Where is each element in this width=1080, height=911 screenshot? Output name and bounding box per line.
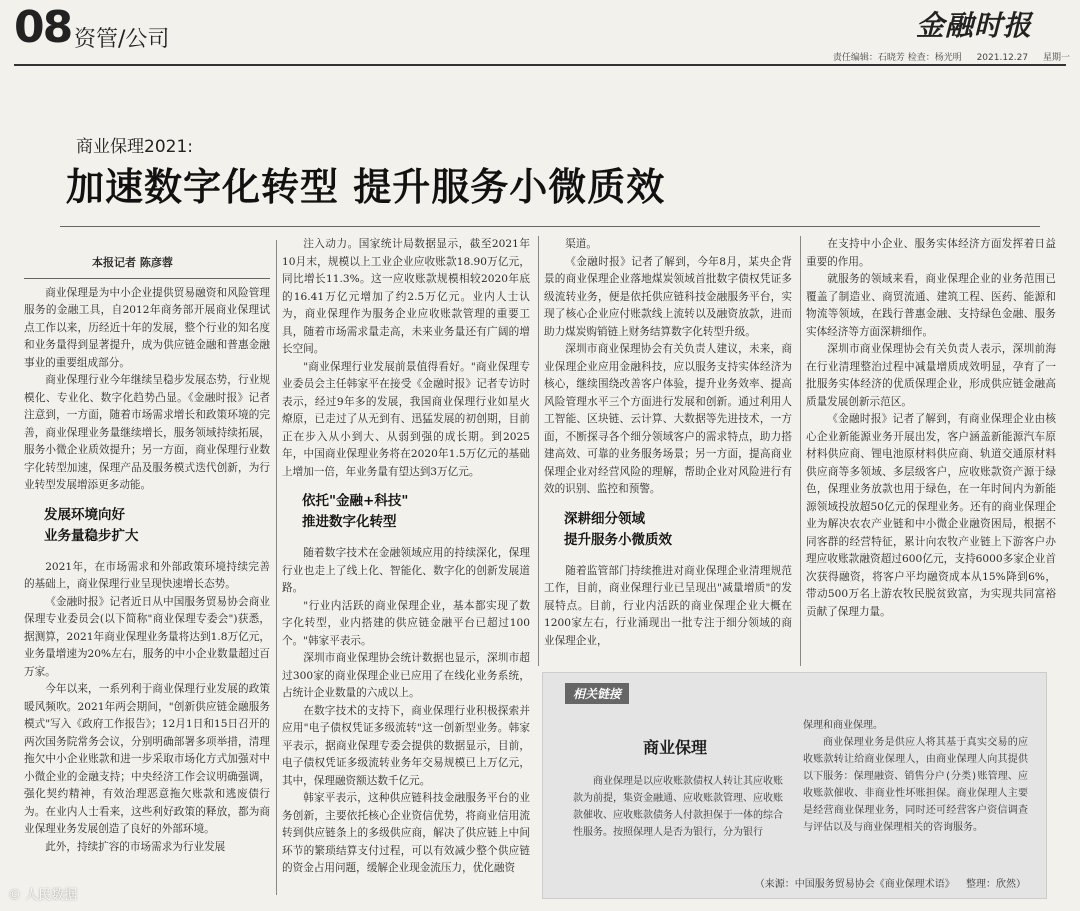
subheading-2: 依托"金融+科技" 推进数字化转型 <box>302 493 409 530</box>
paragraph: 深圳市商业保理协会有关负责人建议，未来，商业保理企业应用金融科技，应以服务支持实体经济为核心，继续围绕改善客户体验，提升业务效率、提高风险管理水平三个方面进行发展和创新。通过利用人工智能、区块链、云计算、大数据等先进技术，一方面，不断探寻各个细分领域客户的需求特点，助力搭建高效、可靠的业务服务场景；另一方面，提高商业保理企业对经营风险的理解，帮助企业对风险进行有效的识别、监控和预警。 <box>544 343 792 495</box>
column-divider <box>538 236 539 666</box>
weekday: 星期一 <box>1042 53 1070 63</box>
watermark: © 人民数据 <box>8 888 78 903</box>
newspaper-logo: 金融时报 <box>915 9 1032 42</box>
paragraph: 《金融时报》记者了解到，有商业保理企业由核心企业新能源业务开展出发，客户涵盖新能源汽车原材料供应商、锂电池原材料供应商、轨道交通原材料供应商等多领域、多层级客户，应收账款资产源于绿色，保理业务放款也用于绿色，在一年时间内为新能源领域投放超50亿元的保理业务。还有的商业保理企业为解决农农产业链和中小微企业融资困局，根据不同客群的经营特征，累计向农牧产业链上下游客户办理应收账款融资超过600亿元，支持6000多家企业首次获得融资，将客户平均融资成本从15%降到6%，带动500万名上游农牧民脱贫致富，为实现共同富裕贡献了保理力量。 <box>806 413 1056 618</box>
column-divider <box>276 240 277 895</box>
related-link-tag: 相关链接 <box>565 683 629 704</box>
box-column-2 <box>803 717 1028 836</box>
box-column-1 <box>573 773 783 841</box>
paragraph: 在数字技术的支持下，商业保理行业积极探索并应用"电子债权凭证多级流转"这一创新型业务。韩家平表示，据商业保理专委会提供的数据显示，目前，电子债权凭证多级流转业务年交易规模已上万亿元，其中，保理融资额达数千亿元。 <box>282 704 530 787</box>
column-2 <box>282 236 530 894</box>
related-link-box <box>542 672 1047 899</box>
paragraph: 深圳市商业保理协会统计数据也显示，深圳市超过300家的商业保理企业已应用了在线化业务系统，占统计企业数量的六成以上。 <box>282 652 530 699</box>
subheading-3: 深耕细分领域 提升服务小微质效 <box>564 510 672 548</box>
paragraph: 商业保理业务是供应人将其基于真实交易的应收账款转让给商业保理人，由商业保理人向其提供以下服务：保理融资、销售分户(分类)账管理、应收账款催收、非商业性坏账担保。商业保理人主要是经营商业保理业务，同时还可经营客户资信调查与评估以及与商业保理相关的咨询服务。 <box>803 737 1028 833</box>
column-1 <box>24 254 270 894</box>
paragraph: 《金融时报》记者了解到，今年8月，某央企背景的商业保理企业落地煤炭领域首批数字债权凭证多级流转业务，便是依托供应链科技金融服务平台，实现了核心企业应付账款线上流转以及融资放款，进而助力煤炭购销链上财务结算数字化转型升级。 <box>544 255 792 338</box>
paragraph: 今年以来，一系列利于商业保理行业发展的政策暖风频吹。2021年两会期间，"创新供应链金融服务模式"写入《政府工作报告》；12月1日和15日召开的两次国务院常务会议，分别明确部署多项举措，清理拖欠中小企业账款和进一步采取市场化方式加强对中小微企业的金融支持；中央经济工作会议明确强调，强化契约精神，有效治理恶意拖欠账款和逃废债行为。在业内人士看来，这些利好政策的释放，都为商业保理业务发展创造了良好的外部环境。 <box>24 683 270 835</box>
column-divider <box>800 236 801 666</box>
paragraph: 注入动力。国家统计局数据显示，截至2021年10月末，规模以上工业企业应收账款18.90万亿元，同比增长11.3%。这一应收账款规模相较2020年底的16.41万亿元增加了约2.5万亿元。业内人士认为，商业保理作为服务企业应收账款管理的重要工具，随着市场需求量走高，未来业务量还有广阔的增长空间。 <box>282 238 530 355</box>
subheading-1: 发展环境向好 业务量稳步扩大 <box>44 506 139 544</box>
byline: 本报记者 陈彦蓉 <box>24 254 270 279</box>
paragraph: "商业保理行业发展前景值得看好。"商业保理专业委员会主任韩家平在接受《金融时报》记者专访时表示，经过9年多的发展，我国商业保理行业如星火燎原，已走过了从无到有、迅猛发展的初创期，目前正在步入从小到大、从弱到强的成长期。到2025年，中国商业保理业务将在2020年1.5万亿元的基础上增加一倍，年业务量有望达到3万亿元。 <box>282 360 530 478</box>
box-editor-text: 整理：欣然） <box>966 879 1026 890</box>
paragraph: 随着数字技术在金融领域应用的持续深化，保理行业也走上了线上化、智能化、数字化的创新发展道路。 <box>282 547 530 594</box>
box-source <box>747 875 1026 890</box>
page-number: 08 <box>14 2 72 53</box>
column-3 <box>544 236 792 666</box>
paragraph: 商业保理是以应收账款债权人转让其应收账款为前提，集资金融通、应收账款管理、应收账款催收、应收账款债务人付款担保于一体的综合性服务。按照保理人是否为银行，分为银行 <box>573 776 783 838</box>
paragraph: 商业保理是为中小企业提供贸易融资和风险管理服务的金融工具，自2012年商务部开展商业保理试点工作以来，历经近十年的发展，整个行业的知名度和业务量得到显著提升，成为供应链金融和普惠金融事业的重要组成部分。 <box>24 286 270 369</box>
article-headline: 加速数字化转型 提升服务小微质效 <box>66 165 666 209</box>
paragraph: 此外，持续扩容的市场需求为行业发展 <box>45 840 226 853</box>
paragraph: 韩家平表示，这种供应链科技金融服务平台的业务创新，主要依托核心企业资信优势，将商业信用流转到供应链条上的多级供应商，解决了供应链上中间环节的繁琐结算支付过程，可以有效减少整个供应链的资金占用问题，缓解企业现金流压力，优化融资 <box>282 792 530 874</box>
paragraph: 《金融时报》记者近日从中国服务贸易协会商业保理专业委员会(以下简称"商业保理专委会")获悉，据测算，2021年商业保理业务量将达到1.8万亿元，业务量增速为20%左右，服务的中小企业数量超过百万家。 <box>24 595 270 678</box>
paragraph: 渠道。 <box>565 238 597 250</box>
box-source-text: （来源：中国服务贸易协会《商业保理术语》 <box>754 879 955 890</box>
issue-date: 2021.12.27 <box>976 53 1029 63</box>
box-title: 商业保理 <box>643 738 708 757</box>
editor-credit: 责任编辑：石晓芳 检查：杨光明 <box>832 53 962 63</box>
headline-rule <box>60 226 1040 227</box>
box-paragraph: 保理和商业保理。 <box>803 720 883 731</box>
article-kicker: 商业保理2021: <box>76 137 193 157</box>
paragraph: 商业保理行业今年继续呈稳步发展态势，行业规模化、专业化、数字化趋势凸显。《金融时报》记者注意到，一方面，随着市场需求增长和政策环境的完善，商业保理业务量继续增长，服务领域持续拓展，服务小微企业质效提升；另一方面，商业保理行业数字化转型加速，保理产品及服务模式迭代创新，为行业转型发展增添更多动能。 <box>24 374 270 491</box>
paragraph: "行业内活跃的商业保理企业，基本都实现了数字化转型，业内搭建的供应链金融平台已超过100个。"韩家平表示。 <box>282 599 530 647</box>
header-meta <box>821 50 1070 63</box>
paragraph: 随着监管部门持续推进对商业保理企业清理规范工作，目前，商业保理行业已呈现出"减量增质"的发展特点。目前，行业内活跃的商业保理企业大概在1200家左右，行业涌现出一批专注于细分领域的商业保理企业， <box>544 564 792 647</box>
section-title: 资管/公司 <box>74 27 170 52</box>
paragraph: 2021年，在市场需求和外部政策环境持续完善的基础上，商业保理行业呈现快速增长态势。 <box>24 560 270 590</box>
paragraph: 深圳市商业保理协会有关负责人表示，深圳前海在行业清理整治过程中减量增质成效明显，孕育了一批服务实体经济的优质保理企业，形成供应链金融高质量发展创新示范区。 <box>806 343 1056 408</box>
header-rule <box>14 64 1066 66</box>
paragraph: 就服务的领域来看，商业保理企业的业务范围已覆盖了制造业、商贸流通、建筑工程、医药、能源和物流等领域，在践行普惠金融、支持绿色金融、服务实体经济等方面深耕细作。 <box>806 273 1056 338</box>
paragraph: 在支持中小企业、服务实体经济方面发挥着日益重要的作用。 <box>806 238 1056 268</box>
column-4 <box>806 236 1056 666</box>
